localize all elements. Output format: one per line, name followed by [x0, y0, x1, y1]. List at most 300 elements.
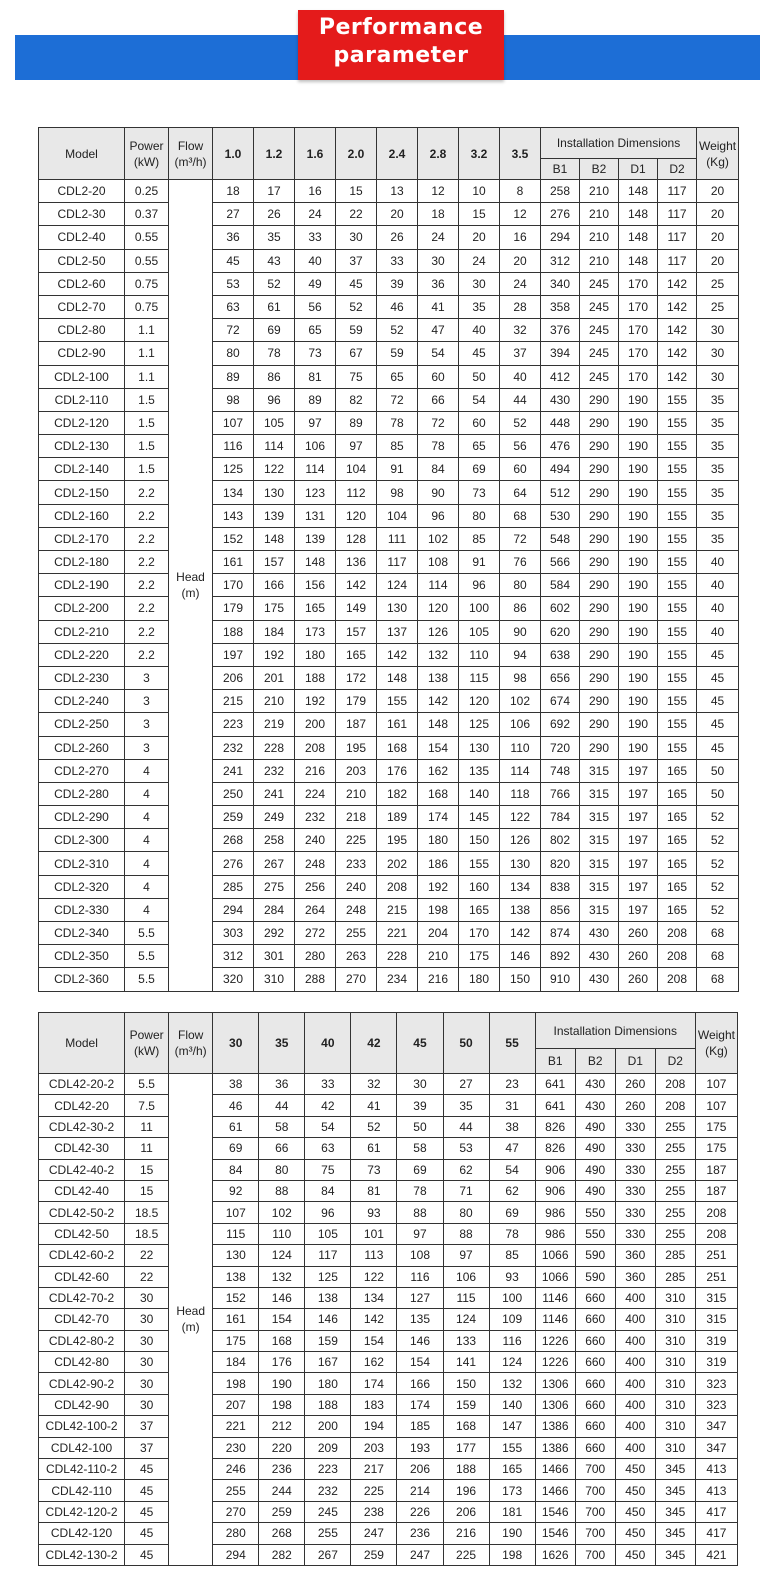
value-cell: 234 [377, 968, 418, 991]
value-cell: 100 [459, 597, 500, 620]
value-cell: 20 [697, 180, 739, 203]
value-cell: 310 [655, 1416, 695, 1437]
value-cell: 315 [695, 1309, 737, 1330]
value-cell: 39 [397, 1095, 443, 1116]
value-cell: 145 [459, 806, 500, 829]
value-cell: 72 [377, 388, 418, 411]
table-row [39, 527, 739, 550]
value-cell: 276 [541, 203, 580, 226]
value-cell: 182 [377, 782, 418, 805]
value-cell: 162 [418, 759, 459, 782]
value-cell: 60 [500, 458, 541, 481]
value-cell: 107 [213, 1202, 259, 1223]
power-cell: 4 [125, 806, 169, 829]
power-cell: 2.2 [125, 504, 169, 527]
value-cell: 290 [580, 666, 619, 689]
value-cell: 38 [213, 1074, 259, 1095]
value-cell: 65 [377, 365, 418, 388]
value-cell: 132 [418, 643, 459, 666]
value-cell: 84 [305, 1180, 351, 1201]
value-cell: 249 [254, 806, 295, 829]
table-row [39, 1330, 738, 1351]
performance-table-cdl2 [38, 127, 739, 992]
value-cell: 201 [254, 666, 295, 689]
value-cell: 96 [418, 504, 459, 527]
value-cell: 53 [443, 1138, 489, 1159]
value-cell: 155 [658, 458, 697, 481]
power-cell: 2.2 [125, 527, 169, 550]
value-cell: 660 [575, 1309, 615, 1330]
value-cell: 33 [305, 1074, 351, 1095]
model-cell: CDL2-170 [39, 527, 125, 550]
value-cell: 184 [213, 1352, 259, 1373]
value-cell: 190 [489, 1523, 535, 1544]
value-cell: 223 [213, 713, 254, 736]
value-cell: 180 [459, 968, 500, 991]
value-cell: 1466 [535, 1459, 575, 1480]
value-cell: 320 [213, 968, 254, 991]
value-cell: 184 [254, 620, 295, 643]
power-cell: 4 [125, 829, 169, 852]
value-cell: 165 [658, 852, 697, 875]
col-header-flow-value: 2.8 [418, 128, 459, 180]
value-cell: 245 [580, 295, 619, 318]
value-cell: 198 [213, 1373, 259, 1394]
table-row [39, 736, 739, 759]
value-cell: 330 [615, 1180, 655, 1201]
table-row [39, 1416, 738, 1437]
value-cell: 194 [351, 1416, 397, 1437]
value-cell: 60 [418, 365, 459, 388]
value-cell: 52 [697, 875, 739, 898]
value-cell: 228 [377, 945, 418, 968]
value-cell: 146 [305, 1309, 351, 1330]
value-cell: 175 [254, 597, 295, 620]
power-cell: 30 [125, 1394, 169, 1415]
model-cell: CDL2-240 [39, 690, 125, 713]
value-cell: 168 [377, 736, 418, 759]
value-cell: 1306 [535, 1373, 575, 1394]
value-cell: 54 [305, 1116, 351, 1137]
value-cell: 190 [619, 574, 658, 597]
value-cell: 63 [305, 1138, 351, 1159]
value-cell: 61 [351, 1138, 397, 1159]
value-cell: 112 [336, 481, 377, 504]
table-row [39, 458, 739, 481]
value-cell: 41 [418, 295, 459, 318]
value-cell: 97 [295, 411, 336, 434]
value-cell: 197 [619, 829, 658, 852]
value-cell: 260 [615, 1095, 655, 1116]
value-cell: 78 [377, 411, 418, 434]
value-cell: 96 [254, 388, 295, 411]
value-cell: 340 [541, 272, 580, 295]
table-row [39, 1544, 738, 1565]
value-cell: 530 [541, 504, 580, 527]
value-cell: 400 [615, 1352, 655, 1373]
value-cell: 376 [541, 319, 580, 342]
value-cell: 255 [655, 1116, 695, 1137]
value-cell: 315 [580, 829, 619, 852]
value-cell: 30 [397, 1074, 443, 1095]
value-cell: 826 [535, 1138, 575, 1159]
value-cell: 68 [697, 922, 739, 945]
value-cell: 417 [695, 1523, 737, 1544]
power-cell: 1.1 [125, 319, 169, 342]
value-cell: 245 [580, 272, 619, 295]
value-cell: 140 [459, 782, 500, 805]
value-cell: 190 [619, 435, 658, 458]
model-cell: CDL2-330 [39, 898, 125, 921]
value-cell: 1546 [535, 1501, 575, 1522]
value-cell: 114 [254, 435, 295, 458]
value-cell: 152 [213, 527, 254, 550]
power-cell: 15 [125, 1159, 169, 1180]
value-cell: 52 [697, 852, 739, 875]
table-row [39, 875, 739, 898]
table-row [39, 1352, 738, 1373]
value-cell: 104 [377, 504, 418, 527]
value-cell: 162 [351, 1352, 397, 1373]
value-cell: 47 [489, 1138, 535, 1159]
value-cell: 430 [580, 945, 619, 968]
col-header-flow-value: 2.0 [336, 128, 377, 180]
value-cell: 107 [213, 411, 254, 434]
value-cell: 117 [305, 1245, 351, 1266]
value-cell: 212 [259, 1416, 305, 1437]
table-row [39, 806, 739, 829]
value-cell: 290 [580, 736, 619, 759]
value-cell: 202 [377, 852, 418, 875]
value-cell: 206 [397, 1459, 443, 1480]
value-cell: 154 [351, 1330, 397, 1351]
power-cell: 22 [125, 1245, 169, 1266]
value-cell: 176 [377, 759, 418, 782]
value-cell: 85 [459, 527, 500, 550]
table-row [39, 1394, 738, 1415]
value-cell: 114 [295, 458, 336, 481]
value-cell: 90 [500, 620, 541, 643]
value-cell: 12 [418, 180, 459, 203]
power-cell: 5.5 [125, 968, 169, 991]
value-cell: 45 [213, 249, 254, 272]
value-cell: 193 [397, 1437, 443, 1458]
value-cell: 142 [377, 643, 418, 666]
value-cell: 98 [213, 388, 254, 411]
value-cell: 236 [259, 1459, 305, 1480]
value-cell: 36 [418, 272, 459, 295]
value-cell: 146 [500, 945, 541, 968]
value-cell: 140 [489, 1394, 535, 1415]
value-cell: 82 [336, 388, 377, 411]
value-cell: 656 [541, 666, 580, 689]
value-cell: 197 [619, 875, 658, 898]
value-cell: 417 [695, 1501, 737, 1522]
value-cell: 73 [351, 1159, 397, 1180]
value-cell: 187 [695, 1159, 737, 1180]
model-cell: CDL42-70 [39, 1309, 125, 1330]
table-row [39, 1501, 738, 1522]
value-cell: 225 [351, 1480, 397, 1501]
value-cell: 197 [619, 806, 658, 829]
model-cell: CDL2-180 [39, 551, 125, 574]
value-cell: 40 [697, 620, 739, 643]
value-cell: 358 [541, 295, 580, 318]
value-cell: 232 [305, 1480, 351, 1501]
value-cell: 172 [336, 666, 377, 689]
value-cell: 122 [254, 458, 295, 481]
value-cell: 94 [500, 643, 541, 666]
value-cell: 53 [213, 272, 254, 295]
value-cell: 93 [489, 1266, 535, 1287]
value-cell: 81 [351, 1180, 397, 1201]
value-cell: 69 [397, 1159, 443, 1180]
value-cell: 93 [351, 1202, 397, 1223]
value-cell: 660 [575, 1394, 615, 1415]
value-cell: 165 [295, 597, 336, 620]
table-row [39, 1523, 738, 1544]
value-cell: 23 [489, 1074, 535, 1095]
power-cell: 5.5 [125, 922, 169, 945]
value-cell: 215 [377, 898, 418, 921]
value-cell: 20 [697, 203, 739, 226]
value-cell: 247 [397, 1544, 443, 1565]
value-cell: 142 [336, 574, 377, 597]
value-cell: 142 [500, 922, 541, 945]
model-cell: CDL42-120-2 [39, 1501, 125, 1522]
power-cell: 0.37 [125, 203, 169, 226]
value-cell: 117 [377, 551, 418, 574]
value-cell: 175 [695, 1138, 737, 1159]
value-cell: 290 [580, 551, 619, 574]
value-cell: 494 [541, 458, 580, 481]
table-row [39, 435, 739, 458]
power-cell: 5.5 [125, 1074, 169, 1095]
value-cell: 134 [213, 481, 254, 504]
table-row [39, 945, 739, 968]
power-cell: 22 [125, 1266, 169, 1287]
value-cell: 26 [377, 226, 418, 249]
value-cell: 27 [213, 203, 254, 226]
value-cell: 165 [658, 829, 697, 852]
value-cell: 209 [305, 1437, 351, 1458]
value-cell: 148 [418, 713, 459, 736]
value-cell: 125 [305, 1266, 351, 1287]
value-cell: 176 [259, 1352, 305, 1373]
table-row [39, 666, 739, 689]
table-row [39, 782, 739, 805]
value-cell: 290 [580, 620, 619, 643]
value-cell: 312 [213, 945, 254, 968]
value-cell: 347 [695, 1437, 737, 1458]
value-cell: 641 [535, 1074, 575, 1095]
value-cell: 200 [295, 713, 336, 736]
model-cell: CDL2-120 [39, 411, 125, 434]
value-cell: 264 [295, 898, 336, 921]
model-cell: CDL2-320 [39, 875, 125, 898]
value-cell: 10 [459, 180, 500, 203]
table-row [39, 365, 739, 388]
value-cell: 192 [418, 875, 459, 898]
value-cell: 310 [655, 1287, 695, 1308]
value-cell: 33 [295, 226, 336, 249]
col-header-dim: D1 [619, 159, 658, 180]
value-cell: 394 [541, 342, 580, 365]
value-cell: 450 [615, 1480, 655, 1501]
value-cell: 125 [459, 713, 500, 736]
value-cell: 130 [213, 1245, 259, 1266]
model-cell: CDL42-40 [39, 1180, 125, 1201]
power-cell: 2.2 [125, 643, 169, 666]
value-cell: 42 [305, 1095, 351, 1116]
col-header-flow-value: 42 [351, 1013, 397, 1074]
value-cell: 187 [336, 713, 377, 736]
value-cell: 255 [655, 1223, 695, 1244]
col-header-flow-value: 1.2 [254, 128, 295, 180]
value-cell: 1626 [535, 1544, 575, 1565]
value-cell: 255 [213, 1480, 259, 1501]
col-header-flow-value: 35 [259, 1013, 305, 1074]
value-cell: 26 [254, 203, 295, 226]
value-cell: 16 [500, 226, 541, 249]
value-cell: 216 [295, 759, 336, 782]
value-cell: 490 [575, 1159, 615, 1180]
value-cell: 400 [615, 1309, 655, 1330]
power-cell: 45 [125, 1459, 169, 1480]
value-cell: 197 [619, 852, 658, 875]
value-cell: 245 [580, 319, 619, 342]
power-cell: 0.55 [125, 226, 169, 249]
value-cell: 102 [500, 690, 541, 713]
value-cell: 118 [500, 782, 541, 805]
value-cell: 132 [489, 1373, 535, 1394]
value-cell: 290 [580, 435, 619, 458]
value-cell: 188 [443, 1459, 489, 1480]
value-cell: 267 [305, 1544, 351, 1565]
value-cell: 72 [500, 527, 541, 550]
value-cell: 98 [500, 666, 541, 689]
model-cell: CDL2-150 [39, 481, 125, 504]
power-cell: 3 [125, 713, 169, 736]
value-cell: 430 [580, 968, 619, 991]
value-cell: 700 [575, 1523, 615, 1544]
value-cell: 125 [213, 458, 254, 481]
value-cell: 43 [254, 249, 295, 272]
value-cell: 319 [695, 1352, 737, 1373]
value-cell: 80 [500, 574, 541, 597]
value-cell: 155 [459, 852, 500, 875]
value-cell: 315 [580, 852, 619, 875]
value-cell: 260 [615, 1074, 655, 1095]
value-cell: 190 [619, 666, 658, 689]
value-cell: 135 [397, 1309, 443, 1330]
value-cell: 210 [580, 249, 619, 272]
table-row [39, 226, 739, 249]
table-row [39, 180, 739, 203]
value-cell: 66 [259, 1138, 305, 1159]
value-cell: 301 [254, 945, 295, 968]
table-row [39, 319, 739, 342]
value-cell: 73 [295, 342, 336, 365]
value-cell: 315 [580, 759, 619, 782]
value-cell: 24 [459, 249, 500, 272]
value-cell: 490 [575, 1180, 615, 1201]
value-cell: 208 [377, 875, 418, 898]
value-cell: 143 [213, 504, 254, 527]
value-cell: 315 [580, 782, 619, 805]
value-cell: 155 [658, 736, 697, 759]
col-header-dim: B2 [580, 159, 619, 180]
value-cell: 120 [336, 504, 377, 527]
value-cell: 180 [305, 1373, 351, 1394]
col-header-flow-value: 45 [397, 1013, 443, 1074]
power-cell: 0.75 [125, 272, 169, 295]
value-cell: 62 [443, 1159, 489, 1180]
value-cell: 210 [418, 945, 459, 968]
value-cell: 115 [213, 1223, 259, 1244]
value-cell: 92 [213, 1180, 259, 1201]
power-cell: 30 [125, 1287, 169, 1308]
value-cell: 115 [459, 666, 500, 689]
value-cell: 106 [443, 1266, 489, 1287]
power-cell: 1.5 [125, 435, 169, 458]
value-cell: 345 [655, 1544, 695, 1565]
value-cell: 166 [254, 574, 295, 597]
table-row [39, 1159, 738, 1180]
value-cell: 109 [489, 1309, 535, 1330]
value-cell: 116 [397, 1266, 443, 1287]
value-cell: 221 [213, 1416, 259, 1437]
value-cell: 130 [254, 481, 295, 504]
value-cell: 38 [489, 1116, 535, 1137]
value-cell: 108 [397, 1245, 443, 1266]
value-cell: 40 [697, 574, 739, 597]
value-cell: 166 [397, 1373, 443, 1394]
value-cell: 139 [295, 527, 336, 550]
value-cell: 148 [295, 551, 336, 574]
model-cell: CDL2-260 [39, 736, 125, 759]
value-cell: 400 [615, 1373, 655, 1394]
value-cell: 282 [259, 1544, 305, 1565]
value-cell: 1226 [535, 1352, 575, 1373]
value-cell: 78 [489, 1223, 535, 1244]
col-header-power: Power (kW) [125, 128, 169, 180]
value-cell: 259 [259, 1501, 305, 1522]
value-cell: 177 [443, 1437, 489, 1458]
value-cell: 224 [295, 782, 336, 805]
value-cell: 206 [213, 666, 254, 689]
value-cell: 310 [655, 1352, 695, 1373]
value-cell: 548 [541, 527, 580, 550]
value-cell: 290 [580, 713, 619, 736]
value-cell: 248 [295, 852, 336, 875]
value-cell: 40 [697, 597, 739, 620]
model-cell: CDL42-90 [39, 1394, 125, 1415]
table-row [39, 1245, 738, 1266]
value-cell: 30 [336, 226, 377, 249]
value-cell: 154 [259, 1309, 305, 1330]
power-cell: 11 [125, 1116, 169, 1137]
table-row [39, 690, 739, 713]
value-cell: 430 [575, 1074, 615, 1095]
value-cell: 116 [489, 1330, 535, 1351]
value-cell: 24 [500, 272, 541, 295]
power-cell: 5.5 [125, 945, 169, 968]
value-cell: 838 [541, 875, 580, 898]
value-cell: 310 [254, 968, 295, 991]
value-cell: 68 [697, 968, 739, 991]
model-cell: CDL2-300 [39, 829, 125, 852]
